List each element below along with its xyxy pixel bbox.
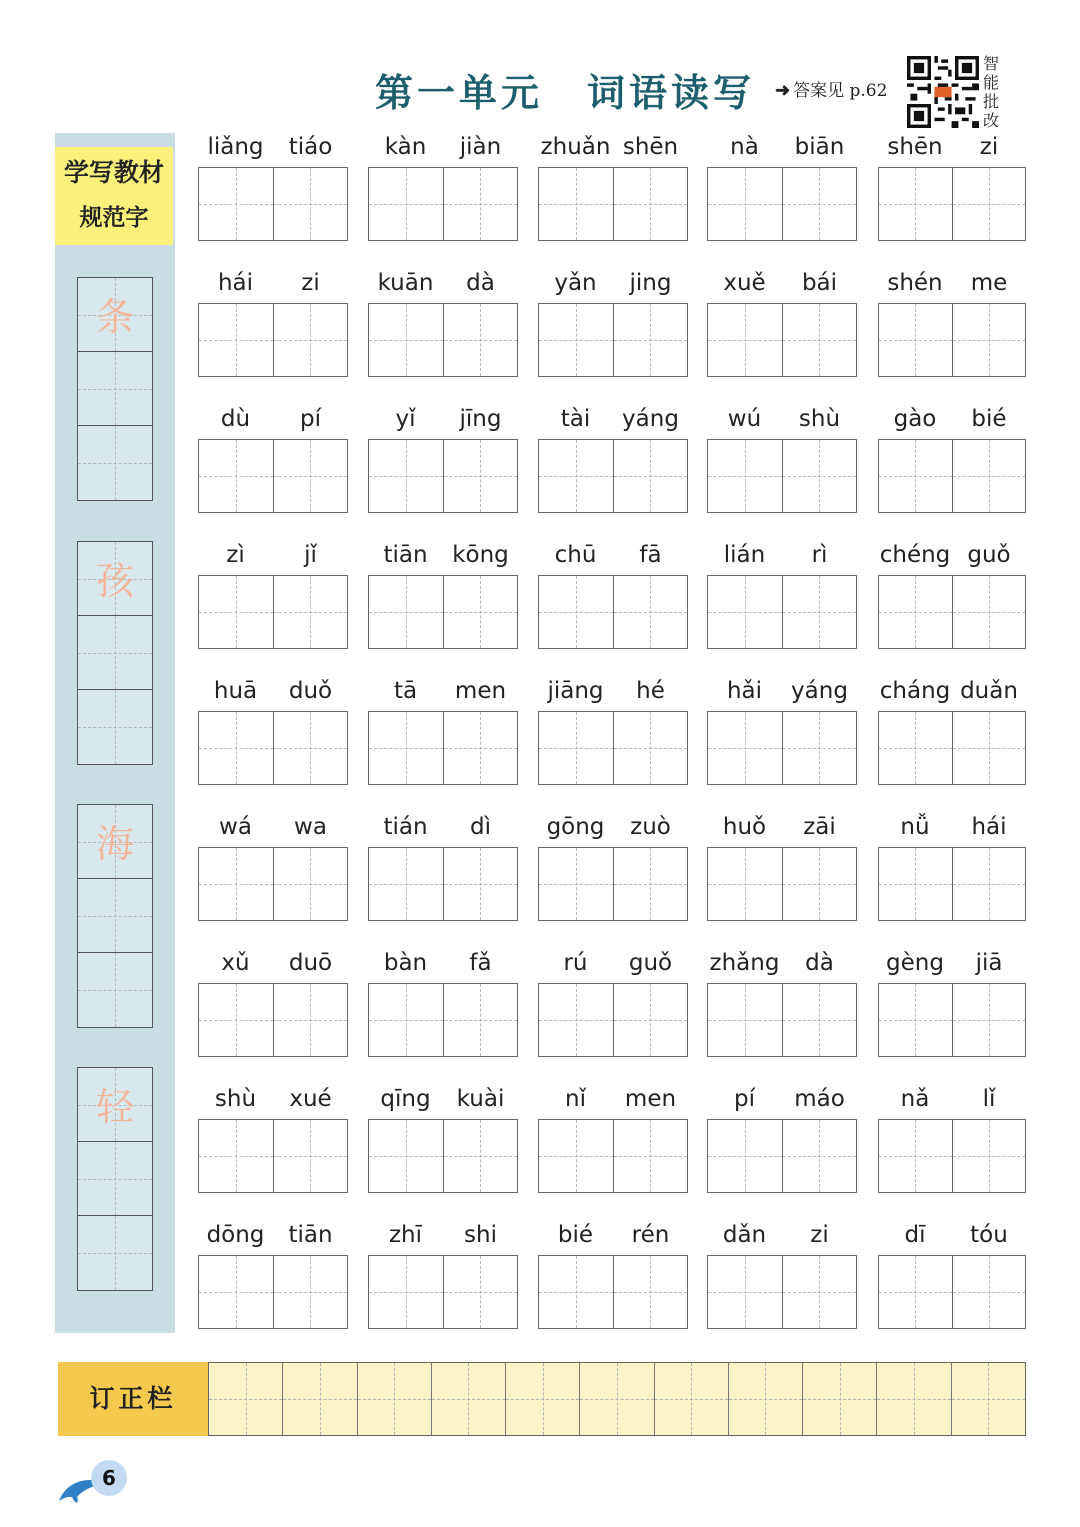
page-title	[375, 62, 755, 117]
word-writing-box	[538, 711, 688, 785]
writing-cell[interactable]	[369, 440, 443, 512]
word-writing-box	[538, 1255, 688, 1329]
pinyin-syllable: tiáo	[288, 134, 333, 160]
pinyin-syllable: yǐ	[395, 406, 416, 432]
pinyin-syllable: nǚ	[900, 814, 930, 840]
sidebar-title-line1: 学写教材	[63, 158, 164, 187]
pinyin-syllable: bái	[801, 270, 838, 296]
writing-cell[interactable]	[199, 1120, 273, 1192]
writing-cell[interactable]	[443, 304, 518, 376]
writing-cell[interactable]	[443, 440, 518, 512]
smart-grading-char: 改	[983, 111, 1000, 130]
pinyin-syllable: jǐ	[304, 542, 317, 568]
pinyin-syllable: bié	[971, 406, 1007, 432]
writing-cell[interactable]	[952, 1256, 1026, 1328]
pinyin-syllable: dī	[904, 1222, 926, 1248]
writing-cell[interactable]	[273, 848, 348, 920]
pinyin-syllable: dǎn	[722, 1222, 767, 1248]
writing-cell[interactable]	[539, 848, 613, 920]
pinyin-syllable: zi	[301, 270, 320, 296]
model-cell[interactable]	[78, 542, 152, 616]
writing-cell[interactable]	[369, 712, 443, 784]
pinyin-syllable: máo	[794, 1086, 845, 1112]
writing-cell[interactable]	[273, 984, 348, 1056]
writing-cell[interactable]	[952, 984, 1026, 1056]
word-writing-box	[707, 1119, 857, 1193]
smart-grading-char: 批	[983, 92, 1000, 111]
writing-cell[interactable]	[273, 168, 348, 240]
correction-cell[interactable]	[357, 1363, 431, 1435]
writing-cell[interactable]	[613, 712, 688, 784]
pinyin-syllable: hái	[971, 814, 1007, 840]
pinyin-syllable: lián	[723, 542, 766, 568]
pinyin-syllable: hǎi	[726, 678, 763, 704]
writing-cell[interactable]	[613, 1256, 688, 1328]
model-character: 海	[95, 822, 134, 866]
practice-column	[77, 1067, 153, 1291]
pinyin-syllable: jīng	[459, 406, 502, 432]
writing-cell[interactable]	[613, 984, 688, 1056]
pinyin-syllable: dà	[466, 270, 495, 296]
writing-cell[interactable]	[708, 712, 782, 784]
writing-cell[interactable]	[369, 304, 443, 376]
word-writing-box	[368, 983, 518, 1057]
writing-cell[interactable]	[539, 168, 613, 240]
writing-cell[interactable]	[539, 576, 613, 648]
word-writing-box	[878, 983, 1026, 1057]
pinyin-syllable: jiàn	[459, 134, 502, 160]
pinyin-syllable: duǒ	[288, 678, 333, 704]
pinyin-syllable: kàn	[384, 134, 427, 160]
pinyin-syllable: zi	[810, 1222, 829, 1248]
writing-cell[interactable]	[708, 168, 782, 240]
pinyin-syllable: zuò	[630, 814, 671, 840]
pinyin-syllable: biān	[794, 134, 845, 160]
practice-column	[77, 541, 153, 765]
writing-cell[interactable]	[952, 304, 1026, 376]
pinyin-syllable: pí	[300, 406, 321, 432]
pinyin-syllable: gào	[893, 406, 937, 432]
pinyin-syllable: tài	[560, 406, 591, 432]
writing-cell[interactable]	[443, 712, 518, 784]
writing-cell[interactable]	[952, 712, 1026, 784]
writing-cell[interactable]	[952, 168, 1026, 240]
writing-cell[interactable]	[708, 1120, 782, 1192]
word-writing-box	[707, 439, 857, 513]
arrow-right-icon: ➜	[775, 80, 791, 101]
word-writing-box	[707, 983, 857, 1057]
pinyin-syllable: nǎ	[900, 1086, 930, 1112]
word-writing-box	[878, 303, 1026, 377]
correction-cell[interactable]	[579, 1363, 653, 1435]
pinyin-syllable: fā	[639, 542, 662, 568]
pinyin-syllable: gōng	[546, 814, 605, 840]
writing-cell[interactable]	[199, 304, 273, 376]
word-writing-box	[707, 847, 857, 921]
pinyin-syllable: jiāng	[547, 678, 604, 704]
writing-cell[interactable]	[443, 848, 518, 920]
title-section: 词语读写	[587, 71, 756, 115]
pinyin-syllable: xué	[289, 1086, 332, 1112]
pinyin-syllable: zhuǎn	[540, 134, 611, 160]
word-writing-box	[368, 711, 518, 785]
writing-cell[interactable]	[613, 848, 688, 920]
answer-reference[interactable]	[775, 76, 887, 101]
sidebar-header	[55, 147, 173, 245]
pinyin-syllable: shén	[887, 270, 943, 296]
writing-cell[interactable]	[782, 304, 857, 376]
word-writing-box	[368, 575, 518, 649]
writing-cell[interactable]	[199, 984, 273, 1056]
pinyin-syllable: jiā	[975, 950, 1003, 976]
writing-cell[interactable]	[199, 712, 273, 784]
pinyin-syllable: gèng	[886, 950, 944, 976]
word-writing-box	[707, 167, 857, 241]
qr-code-icon[interactable]	[907, 56, 979, 128]
writing-cell[interactable]	[782, 984, 857, 1056]
word-writing-box	[538, 303, 688, 377]
writing-cell[interactable]	[199, 576, 273, 648]
pinyin-syllable: huǒ	[722, 814, 767, 840]
writing-cell[interactable]	[613, 440, 688, 512]
word-writing-box	[538, 167, 688, 241]
pinyin-syllable: lǐ	[982, 1086, 996, 1112]
pinyin-syllable: zhī	[388, 1222, 423, 1248]
pinyin-syllable: duǎn	[960, 678, 1018, 704]
writing-cell[interactable]	[613, 168, 688, 240]
writing-cell[interactable]	[369, 1256, 443, 1328]
writing-cell[interactable]	[539, 440, 613, 512]
writing-cell[interactable]	[539, 1256, 613, 1328]
writing-cell[interactable]	[708, 304, 782, 376]
writing-cell[interactable]	[879, 440, 952, 512]
word-writing-box	[538, 983, 688, 1057]
writing-cell[interactable]	[539, 984, 613, 1056]
pinyin-syllable: rì	[811, 542, 828, 568]
word-writing-box	[198, 439, 348, 513]
word-writing-box	[368, 167, 518, 241]
pinyin-syllable: bàn	[383, 950, 428, 976]
model-cell[interactable]	[78, 1068, 152, 1142]
title-unit: 第一单元	[375, 71, 544, 115]
pinyin-syllable: tiān	[383, 542, 428, 568]
writing-cell[interactable]	[369, 576, 443, 648]
practice-cell[interactable]	[78, 1216, 152, 1290]
correction-cell[interactable]	[282, 1363, 356, 1435]
pinyin-syllable: kuān	[377, 270, 434, 296]
pinyin-syllable: yáng	[622, 406, 679, 432]
pinyin-syllable: dù	[220, 406, 251, 432]
writing-cell[interactable]	[273, 1120, 348, 1192]
word-writing-box	[198, 847, 348, 921]
pinyin-syllable: shi	[464, 1222, 497, 1248]
pinyin-syllable: fǎ	[469, 950, 492, 976]
pinyin-syllable: wa	[294, 814, 327, 840]
writing-cell[interactable]	[273, 576, 348, 648]
writing-cell[interactable]	[879, 984, 952, 1056]
pinyin-syllable: dà	[805, 950, 834, 976]
practice-cell[interactable]	[78, 352, 152, 426]
word-writing-box	[538, 575, 688, 649]
pinyin-syllable: yáng	[791, 678, 848, 704]
correction-strip	[208, 1362, 1026, 1436]
writing-cell[interactable]	[369, 848, 443, 920]
word-writing-box	[878, 439, 1026, 513]
pinyin-syllable: kuài	[456, 1086, 505, 1112]
pinyin-syllable: wá	[219, 814, 252, 840]
pinyin-syllable: guǒ	[628, 950, 673, 976]
pinyin-syllable: nà	[730, 134, 759, 160]
word-writing-box	[368, 439, 518, 513]
word-writing-box	[198, 1119, 348, 1193]
word-writing-box	[368, 847, 518, 921]
practice-cell[interactable]	[78, 879, 152, 953]
pinyin-syllable: yǎn	[554, 270, 597, 296]
word-writing-box	[198, 711, 348, 785]
writing-cell[interactable]	[199, 168, 273, 240]
practice-cell[interactable]	[78, 426, 152, 500]
writing-cell[interactable]	[952, 440, 1026, 512]
correction-cell[interactable]	[951, 1363, 1025, 1435]
writing-cell[interactable]	[879, 848, 952, 920]
correction-label: 订正栏	[58, 1362, 208, 1436]
writing-cell[interactable]	[539, 1120, 613, 1192]
pinyin-syllable: rú	[563, 950, 588, 976]
word-writing-box	[198, 983, 348, 1057]
pinyin-syllable: xuě	[723, 270, 766, 296]
writing-cell[interactable]	[539, 304, 613, 376]
word-writing-box	[198, 1255, 348, 1329]
practice-cell[interactable]	[78, 616, 152, 690]
practice-column	[77, 277, 153, 501]
writing-cell[interactable]	[369, 984, 443, 1056]
word-writing-box	[878, 847, 1026, 921]
pinyin-syllable: cháng	[879, 678, 951, 704]
pinyin-syllable: pí	[734, 1086, 755, 1112]
writing-cell[interactable]	[782, 1256, 857, 1328]
pinyin-syllable: xǔ	[221, 950, 250, 976]
writing-cell[interactable]	[539, 712, 613, 784]
writing-cell[interactable]	[708, 848, 782, 920]
word-writing-box	[538, 439, 688, 513]
pinyin-syllable: hái	[217, 270, 254, 296]
word-writing-box	[878, 575, 1026, 649]
pinyin-syllable: shēn	[887, 134, 943, 160]
pinyin-syllable: kōng	[452, 542, 509, 568]
pinyin-syllable: tā	[393, 678, 418, 704]
model-character: 条	[95, 295, 134, 339]
word-writing-box	[707, 303, 857, 377]
pinyin-syllable: dōng	[206, 1222, 265, 1248]
writing-cell[interactable]	[708, 984, 782, 1056]
writing-cell[interactable]	[613, 576, 688, 648]
sidebar-title-line2: 规范字	[79, 205, 149, 231]
writing-cell[interactable]	[708, 576, 782, 648]
writing-cell[interactable]	[273, 304, 348, 376]
pinyin-syllable: shù	[214, 1086, 257, 1112]
pinyin-syllable: huā	[213, 678, 258, 704]
writing-cell[interactable]	[443, 168, 518, 240]
pinyin-syllable: zì	[226, 542, 245, 568]
pinyin-syllable: liǎng	[207, 134, 264, 160]
pinyin-syllable: zāi	[803, 814, 836, 840]
writing-cell[interactable]	[273, 440, 348, 512]
word-writing-box	[538, 1119, 688, 1193]
word-writing-box	[368, 1119, 518, 1193]
practice-cell[interactable]	[78, 1142, 152, 1216]
pinyin-syllable: tóu	[970, 1222, 1008, 1248]
writing-cell[interactable]	[782, 848, 857, 920]
writing-cell[interactable]	[782, 168, 857, 240]
pinyin-syllable: bié	[557, 1222, 594, 1248]
writing-cell[interactable]	[443, 984, 518, 1056]
pinyin-syllable: zi	[979, 134, 999, 160]
pinyin-syllable: tiān	[288, 1222, 333, 1248]
word-writing-box	[707, 711, 857, 785]
writing-cell[interactable]	[782, 1120, 857, 1192]
writing-cell[interactable]	[782, 576, 857, 648]
writing-cell[interactable]	[443, 1120, 518, 1192]
practice-column	[77, 804, 153, 1028]
word-writing-box	[878, 1255, 1026, 1329]
word-writing-box	[198, 167, 348, 241]
pinyin-syllable: chéng	[879, 542, 951, 568]
correction-cell[interactable]	[876, 1363, 950, 1435]
correction-cell[interactable]	[654, 1363, 728, 1435]
word-writing-box	[198, 303, 348, 377]
writing-cell[interactable]	[782, 712, 857, 784]
pinyin-syllable: shù	[798, 406, 841, 432]
smart-grading-label	[983, 54, 1001, 130]
pinyin-syllable: qīng	[380, 1086, 431, 1112]
writing-cell[interactable]	[952, 1120, 1026, 1192]
pinyin-syllable: zhǎng	[709, 950, 780, 976]
answer-reference-text: 答案见 p.62	[793, 81, 888, 101]
word-writing-box	[707, 575, 857, 649]
pinyin-syllable: nǐ	[565, 1086, 586, 1112]
writing-cell[interactable]	[199, 440, 273, 512]
word-writing-box	[707, 1255, 857, 1329]
word-writing-box	[878, 711, 1026, 785]
writing-cell[interactable]	[879, 168, 952, 240]
page-number: 6	[91, 1460, 127, 1496]
pinyin-syllable: men	[454, 678, 507, 704]
model-character: 轻	[95, 1085, 134, 1129]
writing-cell[interactable]	[443, 576, 518, 648]
pinyin-syllable: dì	[470, 814, 491, 840]
writing-cell[interactable]	[782, 440, 857, 512]
smart-grading-char: 能	[983, 73, 1000, 92]
pinyin-syllable: guǒ	[967, 542, 1011, 568]
writing-cell[interactable]	[952, 576, 1026, 648]
pinyin-syllable: men	[624, 1086, 677, 1112]
word-writing-box	[368, 303, 518, 377]
word-writing-box	[878, 167, 1026, 241]
writing-cell[interactable]	[879, 576, 952, 648]
pinyin-syllable: me	[970, 270, 1008, 296]
writing-cell[interactable]	[879, 712, 952, 784]
writing-cell[interactable]	[443, 1256, 518, 1328]
pinyin-syllable: jing	[629, 270, 672, 296]
model-cell[interactable]	[78, 805, 152, 879]
writing-cell[interactable]	[613, 1120, 688, 1192]
pinyin-syllable: shēn	[622, 134, 679, 160]
pinyin-syllable: tián	[383, 814, 428, 840]
model-cell[interactable]	[78, 278, 152, 352]
correction-cell[interactable]	[505, 1363, 579, 1435]
pinyin-syllable: chū	[554, 542, 597, 568]
word-writing-box	[368, 1255, 518, 1329]
pinyin-syllable: rén	[631, 1222, 670, 1248]
correction-cell[interactable]	[728, 1363, 802, 1435]
word-writing-box	[198, 575, 348, 649]
pinyin-syllable: wú	[727, 406, 762, 432]
writing-cell[interactable]	[273, 1256, 348, 1328]
word-writing-box	[538, 847, 688, 921]
writing-cell[interactable]	[879, 1120, 952, 1192]
model-character: 孩	[95, 559, 134, 603]
writing-cell[interactable]	[199, 848, 273, 920]
practice-cell[interactable]	[78, 690, 152, 764]
writing-cell[interactable]	[879, 304, 952, 376]
writing-cell[interactable]	[708, 440, 782, 512]
writing-cell[interactable]	[369, 168, 443, 240]
word-writing-box	[878, 1119, 1026, 1193]
writing-cell[interactable]	[879, 1256, 952, 1328]
writing-cell[interactable]	[199, 1256, 273, 1328]
smart-grading-char: 智	[983, 54, 1000, 73]
writing-cell[interactable]	[952, 848, 1026, 920]
pinyin-syllable: hé	[636, 678, 665, 704]
practice-cell[interactable]	[78, 953, 152, 1027]
correction-cell[interactable]	[802, 1363, 876, 1435]
writing-cell[interactable]	[369, 1120, 443, 1192]
writing-cell[interactable]	[708, 1256, 782, 1328]
writing-cell[interactable]	[613, 304, 688, 376]
writing-cell[interactable]	[273, 712, 348, 784]
correction-cell[interactable]	[431, 1363, 505, 1435]
correction-cell[interactable]	[209, 1363, 282, 1435]
pinyin-syllable: duō	[288, 950, 333, 976]
